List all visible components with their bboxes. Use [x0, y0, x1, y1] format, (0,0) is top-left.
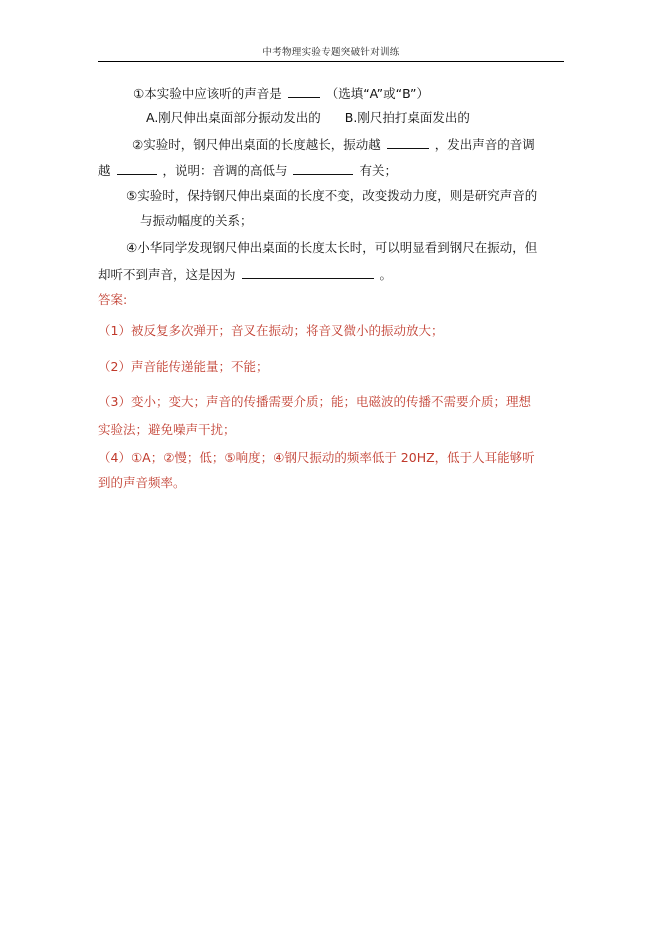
answer-blank — [288, 84, 320, 98]
question-line-6: 与振动幅度的关系； — [140, 213, 253, 228]
question-line-7: ④小华同学发现钢尺伸出桌面的长度太长时，可以明显看到钢尺在振动，但 — [126, 240, 538, 255]
page-header: 中考物理实验专题突破针对训练 — [262, 47, 400, 58]
options-line — [146, 109, 470, 127]
answer-blank — [117, 161, 157, 175]
answer-3-line-1: （3）变小；变大；声音的传播需要介质；能；电磁波的传播不需要介质；理想 — [98, 394, 531, 409]
question-line-1 — [133, 84, 429, 103]
question-4-prefix: 却听不到声音，这是因为 — [98, 267, 236, 282]
answer-3-line-2: 实验法；避免噪声干扰； — [98, 422, 236, 437]
option-b: B.刚尺拍打桌面发出的 — [344, 110, 470, 125]
question-line-8 — [98, 265, 392, 284]
header-rule — [98, 61, 564, 62]
answer-1: （1）被反复多次弹开；音叉在振动；将音叉微小的振动放大； — [98, 323, 444, 338]
question-2-prefix: ②实验时，钢尺伸出桌面的长度越长，振动越 — [132, 137, 381, 152]
answer-4-line-2: 到的声音频率。 — [98, 475, 186, 490]
answer-blank — [293, 161, 353, 175]
answer-2: （2）声音能传递能量；不能； — [98, 359, 269, 374]
answer-blank — [242, 265, 374, 279]
question-2b-suffix: 有关； — [359, 163, 397, 178]
question-2b-prefix: 越 — [98, 163, 111, 178]
question-1-suffix: （选填“A”或“B”） — [325, 86, 429, 101]
option-a: A.刚尺伸出桌面部分振动发出的 — [146, 110, 321, 125]
question-2-suffix: ，发出声音的音调 — [434, 137, 535, 152]
answer-4-line-1: （4）①A；②慢；低；⑤响度；④钢尺振动的频率低于 20HZ，低于人耳能够听 — [98, 450, 535, 465]
answers-label: 答案: — [98, 292, 128, 307]
question-1-prefix: ①本实验中应该听的声音是 — [133, 86, 282, 101]
question-4-suffix: 。 — [379, 267, 392, 282]
answer-blank — [387, 135, 429, 149]
question-2b-middle: ，说明：音调的高低与 — [162, 163, 288, 178]
question-line-3 — [132, 135, 535, 154]
question-line-5: ⑤实验时，保持钢尺伸出桌面的长度不变，改变拨动力度，则是研究声音的 — [126, 188, 538, 203]
question-line-4 — [98, 161, 397, 180]
